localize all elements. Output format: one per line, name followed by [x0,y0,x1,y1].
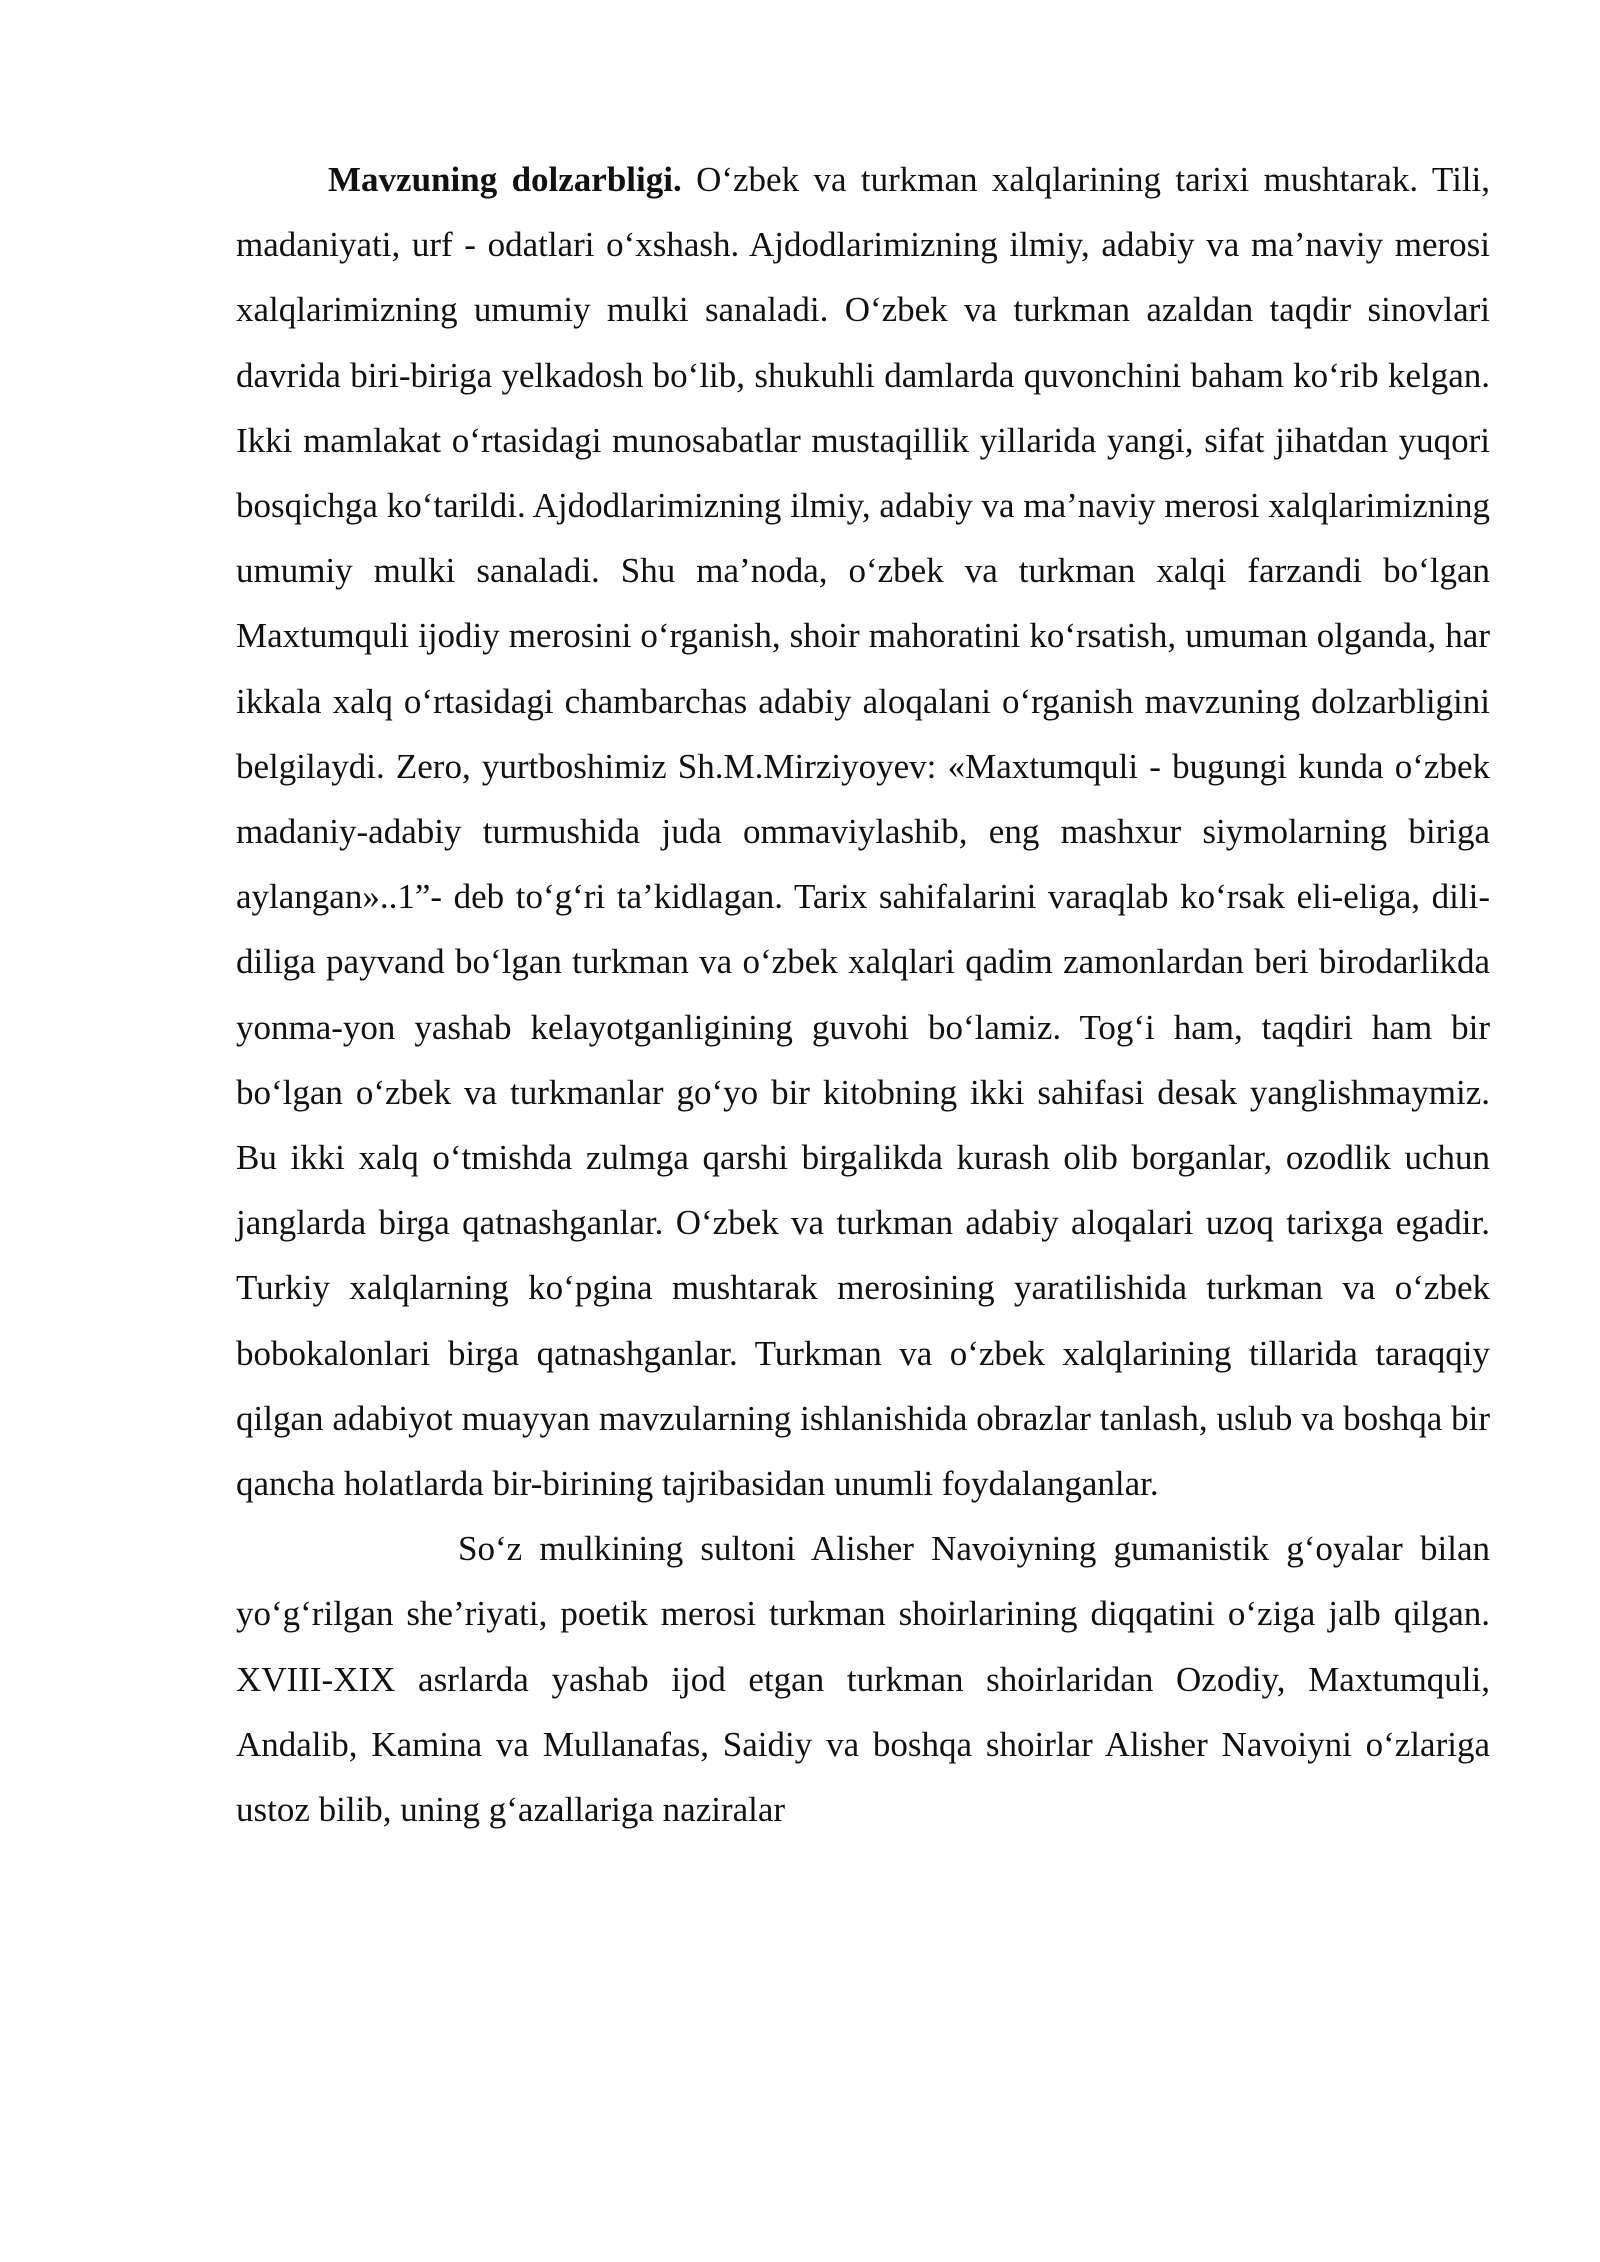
document-body [236,147,1490,1842]
paragraph-relevance [236,147,1490,1516]
paragraph-navoi-text: So‘z mulkining sultoni Alisher Navoiyning gumanistik g‘oyalar bilan yo‘g‘rilgan she’riyati, poetik merosi turkman shoirlarining diqqatini o‘ziga jalb qilgan. XVIII-XIX asrlarda yashab ijod etgan turkman shoirlaridan Ozodiy, Maxtumquli, Andalib, Kamina va Mullanafas, Saidiy va boshqa shoirlar Alisher Navoiyni o‘zlariga ustoz bilib, uning g‘azallariga naziralar [236,1529,1490,1830]
section-heading-relevance: Mavzuning dolzarbligi. [328,160,682,199]
paragraph-navoi [236,1516,1490,1842]
paragraph-relevance-text: O‘zbek va turkman xalqlarining tarixi mushtarak. Tili, madaniyati, urf - odatlari o‘xshash. Ajdodlarimizning ilmiy, adabiy va ma’naviy merosi xalqlarimizning umumiy mulki sanaladi. O‘zbek va turkman azaldan taqdir sinovlari davrida biri-biriga yelkadosh bo‘lib, shukuhli damlarda quvonchini baham ko‘rib kelgan. Ikki mamlakat o‘rtasidagi munosabatlar mustaqillik yillarida yangi, sifat jihatdan yuqori bosqichga ko‘tarildi. Ajdodlarimizning ilmiy, adabiy va ma’naviy merosi xalqlarimizning umumiy mulki sanaladi. Shu ma’noda, o‘zbek va turkman xalqi farzandi bo‘lgan Maxtumquli ijodiy merosini o‘rganish, shoir mahoratini ko‘rsatish, umuman olganda, har ikkala xalq o‘rtasidagi chambarchas adabiy aloqalani o‘rganish mavzuning dolzarbligini belgilaydi. Zero, yurtboshimiz Sh.M.Mirziyoyev: «Maxtumquli - bugungi kunda o‘zbek madaniy-adabiy turmushida juda ommaviylashib, eng mashxur siymolarning biriga aylangan»..1”- deb to‘g‘ri ta’kidlagan. Tarix sahifalarini varaqlab ko‘rsak eli-eliga, dili-diliga payvand bo‘lgan turkman va o‘zbek xalqlari qadim zamonlardan beri birodarlikda yonma-yon yashab kelayotganligining guvohi bo‘lamiz. Tog‘i ham, taqdiri ham bir bo‘lgan o‘zbek va turkmanlar go‘yo bir kitobning ikki sahifasi desak yanglishmaymiz. Bu ikki xalq o‘tmishda zulmga qarshi birgalikda kurash olib borganlar, ozodlik uchun janglarda birga qatnashganlar. O‘zbek va turkman adabiy aloqalari uzoq tarixga egadir. Turkiy xalqlarning ko‘pgina mushtarak merosining yaratilishida turkman va o‘zbek bobokalonlari birga qatnashganlar. Turkman va o‘zbek xalqlarining tillarida taraqqiy qilgan adabiyot muayyan mavzularning ishlanishida obrazlar tanlash, uslub va boshqa bir qancha holatlarda bir-birining tajribasidan unumli foydalanganlar. [236,160,1490,1504]
